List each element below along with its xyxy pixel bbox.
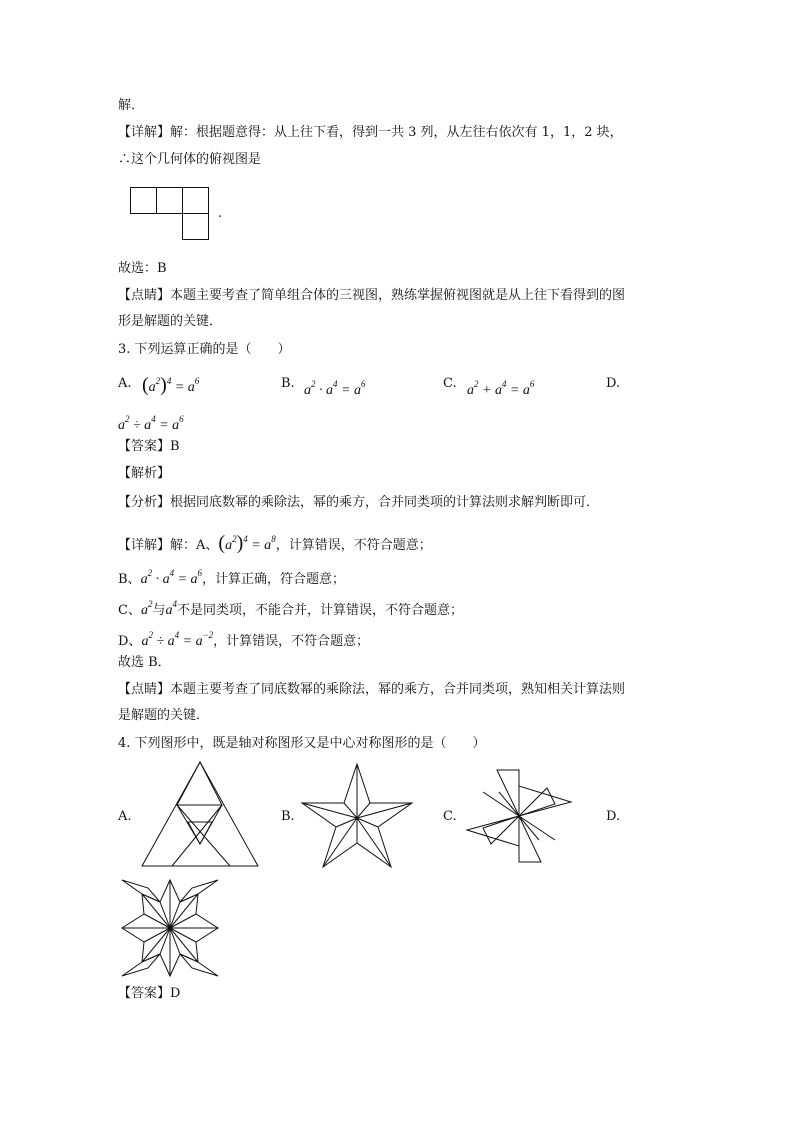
comment-line-1: 【点睛】本题主要考查了简单组合体的三视图，熟练掌握俯视图就是从上往下看得到的图 (118, 288, 626, 303)
figure-period: . (218, 206, 223, 221)
detail-b (118, 564, 345, 589)
detail-c-term2: $a^4$ (165, 599, 177, 618)
comment-3-line-1: 【点睛】本题主要考查了同底数幂的乘除法，幂的乘方，合并同类项，熟知相关计算法则 (118, 682, 626, 697)
detail-d-suffix: ，计算错误，不符合题意； (213, 634, 370, 649)
option-a-label: A. (118, 376, 132, 391)
detail-line: 【详解】解：根据题意得：从上往下看，得到一共 3 列，从左往右依次有 1，1，2 块， (118, 125, 623, 140)
option-b-formula: $a^2 \cdot a^4 = a^6$ (304, 379, 366, 398)
answer-3: 【答案】B (118, 439, 180, 454)
question-4: 4. 下列图形中，既是轴对称图形又是中心对称图形的是（ ） (118, 736, 486, 751)
detail-b-suffix: ，计算正确，符合题意； (202, 572, 346, 587)
choose-b: 故选 B． (118, 655, 171, 670)
option-c-label: C. (443, 376, 457, 391)
top-view-figure (130, 187, 210, 242)
detail-c-mid: 与 (152, 603, 166, 618)
therefore-line: ∴这个几何体的俯视图是 (118, 152, 262, 167)
option-a-formula: $(a^2)^4 = a^6$ (142, 374, 200, 396)
detail-a-suffix: ，计算错误，不符合题意； (275, 538, 432, 553)
triangle-figure-a (140, 760, 260, 870)
option-d-label: D. (606, 376, 621, 391)
star-figure-b (300, 762, 415, 870)
question-3: 3. 下列运算正确的是（ ） (118, 342, 291, 357)
detail-a (118, 530, 432, 555)
detail-c-term1: $a^2$ (140, 599, 153, 618)
detail-d-prefix: D、 (118, 634, 142, 649)
q4-option-a-label: A. (118, 809, 132, 824)
detail-c-suffix: 不是同类项，不能合并，计算错误，不符合题意； (176, 603, 463, 618)
pinwheel-figure-c (463, 762, 575, 870)
detail-b-prefix: B、 (118, 572, 141, 587)
q4-option-b-label: B. (281, 809, 295, 824)
comment-3-line-2: 是解题的关键． (118, 708, 210, 723)
analysis-heading: 【解析】 (118, 466, 171, 481)
text-line-1: 解． (118, 98, 145, 113)
q4-option-c-label: C. (443, 809, 457, 824)
detail-d (118, 626, 369, 651)
q4-option-d-label: D. (606, 809, 621, 824)
detail-b-formula: $a^2 \cdot a^4 = a^6$ (140, 568, 203, 587)
comment-line-2: 形是解题的关键． (118, 314, 223, 329)
detail-d-formula: $a^2 \div a^4 = a^{-2}$ (141, 630, 214, 649)
detail-a-formula: $(a^2)^4 = a^8$ (218, 532, 276, 554)
detail-c (118, 595, 463, 620)
detail-c-prefix: C、 (118, 603, 141, 618)
option-d-formula: $a^2 \div a^4 = a^6$ (118, 414, 184, 433)
analysis-line: 【分析】根据同底数幂的乘除法，幂的乘方，合并同类项的计算法则求解判断即可． (118, 495, 600, 510)
option-c-formula: $a^2 + a^4 = a^6$ (467, 379, 535, 398)
flower-figure-d (118, 878, 222, 978)
detail-a-prefix: 【详解】解：A、 (118, 538, 219, 553)
option-b-label: B. (281, 376, 295, 391)
answer-4: 【答案】D (118, 986, 181, 1001)
choose-line: 故选：B (118, 261, 167, 276)
